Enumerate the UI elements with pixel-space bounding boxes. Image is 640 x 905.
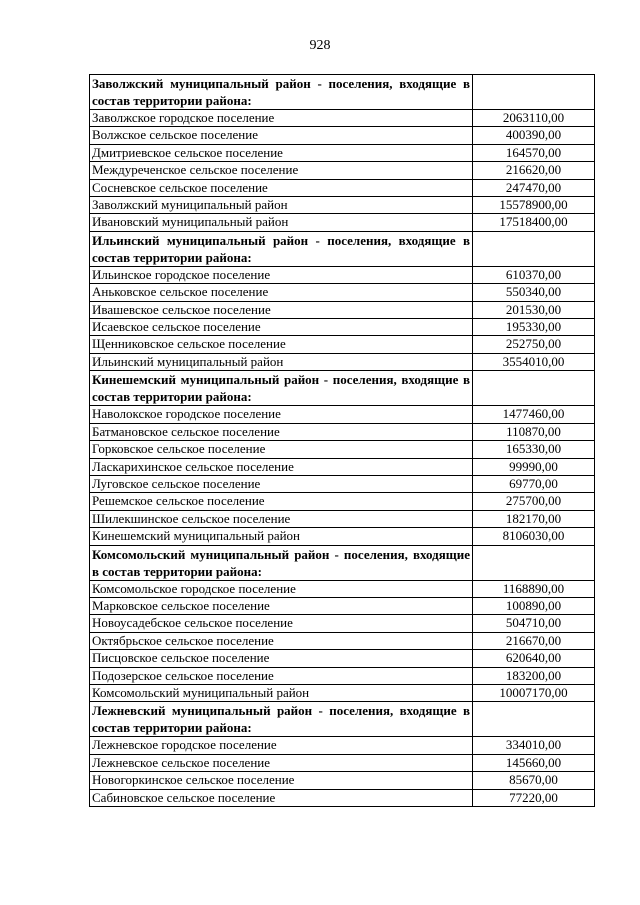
settlement-name: Междуреченское сельское поселение bbox=[90, 162, 473, 179]
settlement-name: Дмитриевское сельское поселение bbox=[90, 144, 473, 161]
settlement-name: Шилекшинское сельское поселение bbox=[90, 510, 473, 527]
settlement-name: Кинешемский муниципальный район bbox=[90, 528, 473, 545]
table-row bbox=[90, 110, 595, 127]
settlement-name: Луговское сельское поселение bbox=[90, 475, 473, 492]
amount-value: 17518400,00 bbox=[473, 214, 595, 231]
amount-value: 85670,00 bbox=[473, 772, 595, 789]
table-row bbox=[90, 179, 595, 196]
amount-value: 195330,00 bbox=[473, 319, 595, 336]
table-row bbox=[90, 667, 595, 684]
settlement-name: Батмановское сельское поселение bbox=[90, 423, 473, 440]
amount-value: 8106030,00 bbox=[473, 528, 595, 545]
settlement-name: Подозерское сельское поселение bbox=[90, 667, 473, 684]
table-row bbox=[90, 632, 595, 649]
amount-value: 3554010,00 bbox=[473, 353, 595, 370]
amount-value: 100890,00 bbox=[473, 597, 595, 614]
amount-value: 77220,00 bbox=[473, 789, 595, 806]
settlement-name: Новоусадебское сельское поселение bbox=[90, 615, 473, 632]
section-header-amount-cell bbox=[473, 545, 595, 580]
amount-value: 10007170,00 bbox=[473, 684, 595, 701]
settlement-name: Заволжский муниципальный район bbox=[90, 197, 473, 214]
settlement-name: Аньковское сельское поселение bbox=[90, 284, 473, 301]
settlement-name: Решемское сельское поселение bbox=[90, 493, 473, 510]
table-body bbox=[90, 75, 595, 807]
table-row bbox=[90, 406, 595, 423]
table-row bbox=[90, 319, 595, 336]
amount-value: 620640,00 bbox=[473, 650, 595, 667]
amount-value: 216620,00 bbox=[473, 162, 595, 179]
section-header-amount-cell bbox=[473, 231, 595, 266]
amount-value: 99990,00 bbox=[473, 458, 595, 475]
settlement-name: Ильинский муниципальный район bbox=[90, 353, 473, 370]
section-header-row bbox=[90, 702, 595, 737]
table-row bbox=[90, 615, 595, 632]
section-header-row bbox=[90, 371, 595, 406]
amount-value: 216670,00 bbox=[473, 632, 595, 649]
amount-value: 145660,00 bbox=[473, 754, 595, 771]
budget-table bbox=[89, 74, 595, 807]
table-row bbox=[90, 266, 595, 283]
amount-value: 110870,00 bbox=[473, 423, 595, 440]
section-header-amount-cell bbox=[473, 75, 595, 110]
table-row bbox=[90, 580, 595, 597]
table-row bbox=[90, 475, 595, 492]
amount-value: 182170,00 bbox=[473, 510, 595, 527]
settlement-name: Заволжское городское поселение bbox=[90, 110, 473, 127]
settlement-name: Исаевское сельское поселение bbox=[90, 319, 473, 336]
amount-value: 69770,00 bbox=[473, 475, 595, 492]
amount-value: 334010,00 bbox=[473, 737, 595, 754]
settlement-name: Ласкарихинское сельское поселение bbox=[90, 458, 473, 475]
section-header-row bbox=[90, 231, 595, 266]
page-number: 928 bbox=[309, 38, 331, 53]
amount-value: 247470,00 bbox=[473, 179, 595, 196]
section-header: Лежневский муниципальный район - поселения, входящие в состав территории района: bbox=[90, 702, 473, 737]
section-header-amount-cell bbox=[473, 371, 595, 406]
settlement-name: Щенниковское сельское поселение bbox=[90, 336, 473, 353]
amount-value: 1168890,00 bbox=[473, 580, 595, 597]
amount-value: 610370,00 bbox=[473, 266, 595, 283]
table-row bbox=[90, 144, 595, 161]
amount-value: 15578900,00 bbox=[473, 197, 595, 214]
table-row bbox=[90, 754, 595, 771]
section-header: Ильинский муниципальный район - поселения, входящие в состав территории района: bbox=[90, 231, 473, 266]
table-row bbox=[90, 127, 595, 144]
amount-value: 165330,00 bbox=[473, 441, 595, 458]
amount-value: 2063110,00 bbox=[473, 110, 595, 127]
amount-value: 252750,00 bbox=[473, 336, 595, 353]
section-header: Заволжский муниципальный район - поселения, входящие в состав территории района: bbox=[90, 75, 473, 110]
amount-value: 164570,00 bbox=[473, 144, 595, 161]
settlement-name: Волжское сельское поселение bbox=[90, 127, 473, 144]
amount-value: 550340,00 bbox=[473, 284, 595, 301]
amount-value: 400390,00 bbox=[473, 127, 595, 144]
table-row bbox=[90, 284, 595, 301]
amount-value: 183200,00 bbox=[473, 667, 595, 684]
table-row bbox=[90, 353, 595, 370]
section-header-row bbox=[90, 545, 595, 580]
settlement-name: Новогоркинское сельское поселение bbox=[90, 772, 473, 789]
settlement-name: Сосневское сельское поселение bbox=[90, 179, 473, 196]
table-row bbox=[90, 650, 595, 667]
section-header-row bbox=[90, 75, 595, 110]
settlement-name: Писцовское сельское поселение bbox=[90, 650, 473, 667]
table-row bbox=[90, 301, 595, 318]
settlement-name: Лежневское городское поселение bbox=[90, 737, 473, 754]
amount-value: 1477460,00 bbox=[473, 406, 595, 423]
section-header: Кинешемский муниципальный район - поселения, входящие в состав территории района: bbox=[90, 371, 473, 406]
amount-value: 504710,00 bbox=[473, 615, 595, 632]
settlement-name: Ивановский муниципальный район bbox=[90, 214, 473, 231]
section-header-amount-cell bbox=[473, 702, 595, 737]
settlement-name: Октябрьское сельское поселение bbox=[90, 632, 473, 649]
table-row bbox=[90, 510, 595, 527]
table-row bbox=[90, 789, 595, 806]
settlement-name: Лежневское сельское поселение bbox=[90, 754, 473, 771]
settlement-name: Горковское сельское поселение bbox=[90, 441, 473, 458]
table-row bbox=[90, 441, 595, 458]
table-row bbox=[90, 423, 595, 440]
settlement-name: Ильинское городское поселение bbox=[90, 266, 473, 283]
table-row bbox=[90, 737, 595, 754]
settlement-name: Сабиновское сельское поселение bbox=[90, 789, 473, 806]
amount-value: 275700,00 bbox=[473, 493, 595, 510]
settlement-name: Комсомольский муниципальный район bbox=[90, 684, 473, 701]
settlement-name: Ивашевское сельское поселение bbox=[90, 301, 473, 318]
table-row bbox=[90, 684, 595, 701]
table-row bbox=[90, 458, 595, 475]
table-row bbox=[90, 528, 595, 545]
table-row bbox=[90, 493, 595, 510]
settlement-name: Марковское сельское поселение bbox=[90, 597, 473, 614]
table-row bbox=[90, 162, 595, 179]
table-row bbox=[90, 772, 595, 789]
settlement-name: Комсомольское городское поселение bbox=[90, 580, 473, 597]
table-row bbox=[90, 597, 595, 614]
table-row bbox=[90, 214, 595, 231]
table-row bbox=[90, 336, 595, 353]
settlement-name: Наволокское городское поселение bbox=[90, 406, 473, 423]
section-header: Комсомольский муниципальный район - поселения, входящие в состав территории района: bbox=[90, 545, 473, 580]
table-row bbox=[90, 197, 595, 214]
amount-value: 201530,00 bbox=[473, 301, 595, 318]
